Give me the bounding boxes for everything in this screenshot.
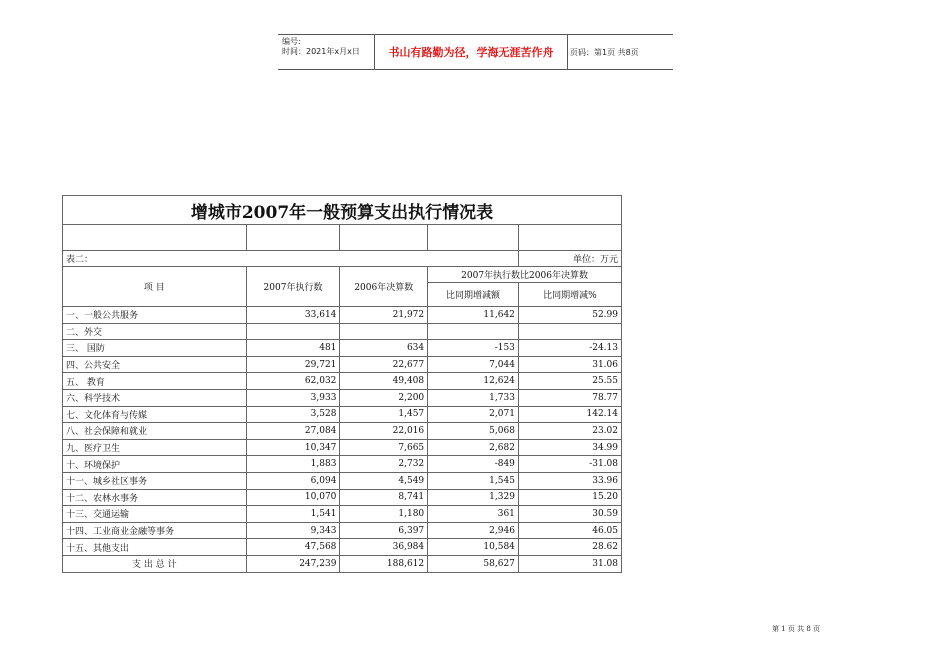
row-name: 十、环境保护	[63, 456, 247, 473]
row-pct: 15.20	[518, 489, 621, 506]
table-row	[63, 522, 622, 539]
row-diff: 2,946	[428, 522, 519, 539]
row-diff: 2,682	[428, 439, 519, 456]
row-2007: 47,568	[246, 539, 340, 556]
blank-row	[63, 225, 622, 251]
row-diff	[428, 323, 519, 340]
row-2006: 8,741	[340, 489, 428, 506]
row-2006: 22,677	[340, 356, 428, 373]
table-row	[63, 307, 622, 324]
row-2006: 2,732	[340, 456, 428, 473]
row-2006: 634	[340, 340, 428, 357]
page-footer: 第 1 页 共 8 页	[772, 625, 821, 633]
header-2007: 2007年执行数	[246, 267, 340, 307]
total-2007: 247,239	[246, 555, 340, 572]
row-diff: 361	[428, 506, 519, 523]
row-name: 九、医疗卫生	[63, 439, 247, 456]
row-diff: 10,584	[428, 539, 519, 556]
row-2006	[340, 323, 428, 340]
table-row	[63, 439, 622, 456]
row-2006: 7,665	[340, 439, 428, 456]
row-pct: -31.08	[518, 456, 621, 473]
table-row	[63, 456, 622, 473]
table-title: 增城市2007年一般预算支出执行情况表	[63, 196, 622, 225]
table-row	[63, 323, 622, 340]
total-row	[63, 555, 622, 572]
document-header	[278, 34, 673, 70]
row-pct: 34.99	[518, 439, 621, 456]
row-2006: 49,408	[340, 373, 428, 390]
row-2007: 9,343	[246, 522, 340, 539]
row-name: 一、一般公共服务	[63, 307, 247, 324]
row-diff: 1,733	[428, 389, 519, 406]
row-pct	[518, 323, 621, 340]
row-pct: 142.14	[518, 406, 621, 423]
row-diff: -849	[428, 456, 519, 473]
total-label: 支 出 总 计	[63, 555, 247, 572]
row-2006: 2,200	[340, 389, 428, 406]
row-diff: 11,642	[428, 307, 519, 324]
row-pct: 28.62	[518, 539, 621, 556]
row-pct: 23.02	[518, 423, 621, 440]
row-2007: 1,541	[246, 506, 340, 523]
header-page-info: 页码：第1页 共8页	[570, 47, 639, 57]
row-2007: 62,032	[246, 373, 340, 390]
table-number: 表二：	[63, 251, 519, 267]
header-pct: 比同期增减%	[518, 283, 621, 307]
row-diff: 1,329	[428, 489, 519, 506]
unit-label: 单位：万元	[518, 251, 621, 267]
row-2006: 21,972	[340, 307, 428, 324]
row-name: 八、社会保障和就业	[63, 423, 247, 440]
row-name: 十二、农林水事务	[63, 489, 247, 506]
table-row	[63, 489, 622, 506]
row-2007: 3,933	[246, 389, 340, 406]
header-item: 项 目	[63, 267, 247, 307]
row-name: 十四、工业商业金融等事务	[63, 522, 247, 539]
row-2007: 29,721	[246, 356, 340, 373]
table-row	[63, 472, 622, 489]
table-row	[63, 389, 622, 406]
row-2006: 1,180	[340, 506, 428, 523]
row-2007: 27,084	[246, 423, 340, 440]
row-pct: 30.59	[518, 506, 621, 523]
table-row	[63, 506, 622, 523]
row-pct: 46.05	[518, 522, 621, 539]
time-label: 时间：2021年x月x日	[282, 47, 360, 56]
table-row	[63, 373, 622, 390]
header-meta	[282, 37, 360, 57]
number-label: 编号:	[282, 37, 301, 46]
row-2006: 36,984	[340, 539, 428, 556]
motto: 书山有路勤为径，学海无涯苦作舟	[374, 35, 568, 69]
row-2006: 1,457	[340, 406, 428, 423]
row-pct: 25.55	[518, 373, 621, 390]
row-2007: 10,070	[246, 489, 340, 506]
total-diff: 58,627	[428, 555, 519, 572]
row-diff: 7,044	[428, 356, 519, 373]
table-row	[63, 539, 622, 556]
total-2006: 188,612	[340, 555, 428, 572]
row-2007: 1,883	[246, 456, 340, 473]
header-2006: 2006年决算数	[340, 267, 428, 307]
row-2006: 22,016	[340, 423, 428, 440]
row-diff: 12,624	[428, 373, 519, 390]
row-2007: 10,347	[246, 439, 340, 456]
table-row	[63, 340, 622, 357]
row-diff: -153	[428, 340, 519, 357]
row-2006: 6,397	[340, 522, 428, 539]
table-body	[63, 307, 622, 556]
row-diff: 5,068	[428, 423, 519, 440]
header-diff: 比同期增减额	[428, 283, 519, 307]
row-2007: 481	[246, 340, 340, 357]
row-name: 十三、交通运输	[63, 506, 247, 523]
row-diff: 2,071	[428, 406, 519, 423]
row-2007: 33,614	[246, 307, 340, 324]
row-name: 十五、其他支出	[63, 539, 247, 556]
row-pct: -24.13	[518, 340, 621, 357]
row-pct: 78.77	[518, 389, 621, 406]
row-2007: 6,094	[246, 472, 340, 489]
row-name: 五、 教育	[63, 373, 247, 390]
total-pct: 31.08	[518, 555, 621, 572]
row-2007: 3,528	[246, 406, 340, 423]
table-row	[63, 406, 622, 423]
row-name: 三、 国防	[63, 340, 247, 357]
row-2007	[246, 323, 340, 340]
row-pct: 33.96	[518, 472, 621, 489]
row-diff: 1,545	[428, 472, 519, 489]
row-2006: 4,549	[340, 472, 428, 489]
row-name: 十一、城乡社区事务	[63, 472, 247, 489]
row-name: 七、文化体育与传媒	[63, 406, 247, 423]
row-name: 四、公共安全	[63, 356, 247, 373]
row-name: 六、科学技术	[63, 389, 247, 406]
row-name: 二、外交	[63, 323, 247, 340]
table-row	[63, 356, 622, 373]
table-row	[63, 423, 622, 440]
row-pct: 52.99	[518, 307, 621, 324]
header-comparison-group: 2007年执行数比2006年决算数	[428, 267, 622, 283]
budget-table	[62, 195, 622, 573]
row-pct: 31.06	[518, 356, 621, 373]
